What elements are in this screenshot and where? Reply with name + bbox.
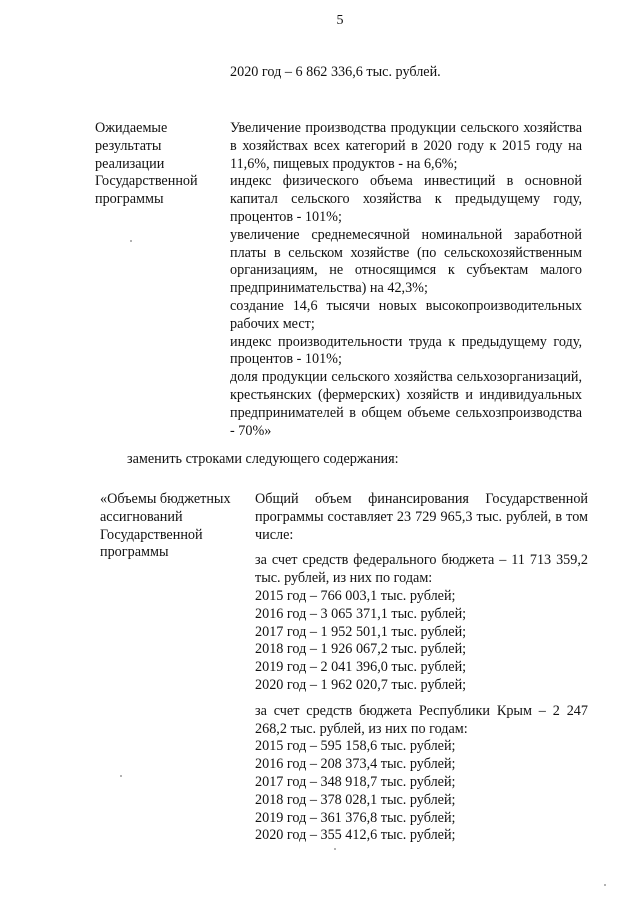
- budget-intro: Общий объем финансирования Государственной программы составляет 23 729 965,3 тыс. рублей, в том числе:: [255, 491, 588, 543]
- federal-year-line: 2015 год – 766 003,1 тыс. рублей;: [255, 587, 456, 604]
- result-paragraph: создание 14,6 тысячи новых высокопроизводительных рабочих мест;: [230, 297, 582, 332]
- label-line: Государственной: [95, 173, 198, 190]
- federal-year-line: 2020 год – 1 962 020,7 тыс. рублей;: [255, 676, 467, 693]
- label-line: результаты: [95, 137, 162, 154]
- label-line: Государственной: [100, 526, 203, 543]
- federal-year-line: 2017 год – 1 952 501,1 тыс. рублей;: [255, 623, 467, 640]
- crimea-year-line: 2020 год – 355 412,6 тыс. рублей;: [255, 827, 456, 844]
- crimea-budget-heading: за счет средств бюджета Республики Крым – 2 247 268,2 тыс. рублей, из них по годам:: [255, 702, 588, 737]
- label-line: реализации: [95, 155, 165, 172]
- replace-instruction: заменить строками следующего содержания:: [127, 451, 399, 467]
- result-paragraph: индекс производительности труда к предыдущему году, процентов - 101%;: [230, 333, 582, 368]
- result-paragraph: индекс физического объема инвестиций в основной капитал сельского хозяйства к предыдущему году, процентов - 101%;: [230, 173, 582, 225]
- label-line: «Объемы бюджетных: [100, 491, 231, 507]
- federal-year-line: 2019 год – 2 041 396,0 тыс. рублей;: [255, 659, 467, 676]
- scan-speck: [120, 775, 122, 777]
- label-line: программы: [95, 191, 164, 208]
- federal-year-line: 2018 год – 1 926 067,2 тыс. рублей;: [255, 641, 467, 658]
- result-paragraph: увеличение среднемесячной номинальной заработной платы в сельском хозяйстве (по сельскохозяйственным организациям, не относящимся к субъектам малого предпринимательства) на 42,3%;: [230, 226, 582, 297]
- page-number: 5: [336, 13, 344, 28]
- label-line: программы: [100, 544, 169, 561]
- funding-2020-line: 2020 год – 6 862 336,6 тыс. рублей.: [230, 64, 441, 80]
- expected-results-content: [230, 120, 582, 440]
- crimea-year-line: 2015 год – 595 158,6 тыс. рублей;: [255, 738, 456, 755]
- crimea-year-line: 2016 год – 208 373,4 тыс. рублей;: [255, 756, 456, 773]
- crimea-year-line: 2019 год – 361 376,8 тыс. рублей;: [255, 809, 456, 826]
- budget-content: [255, 491, 588, 845]
- scan-speck: [130, 240, 132, 242]
- expected-results-label: [95, 120, 215, 209]
- crimea-year-line: 2018 год – 378 028,1 тыс. рублей;: [255, 791, 456, 808]
- scan-speck: [334, 848, 336, 850]
- label-line: Ожидаемые: [95, 120, 168, 136]
- federal-year-line: 2016 год – 3 065 371,1 тыс. рублей;: [255, 605, 467, 622]
- crimea-year-line: 2017 год – 348 918,7 тыс. рублей;: [255, 773, 456, 790]
- scan-speck: [604, 884, 606, 886]
- budget-label: [100, 491, 250, 562]
- result-paragraph: Увеличение производства продукции сельского хозяйства в хозяйствах всех категорий в 2020 году к 2015 году на 11,6%, пищевых продуктов - на 6,6%;: [230, 120, 582, 172]
- federal-budget-heading: за счет средств федерального бюджета – 11 713 359,2 тыс. рублей, из них по годам:: [255, 552, 588, 587]
- result-paragraph: доля продукции сельского хозяйства сельхозорганизаций, крестьянских (фермерских) хозяйств и индивидуальных предпринимателей в общем объеме сельхозпроизводства - 70%»: [230, 369, 582, 439]
- label-line: ассигнований: [100, 508, 183, 525]
